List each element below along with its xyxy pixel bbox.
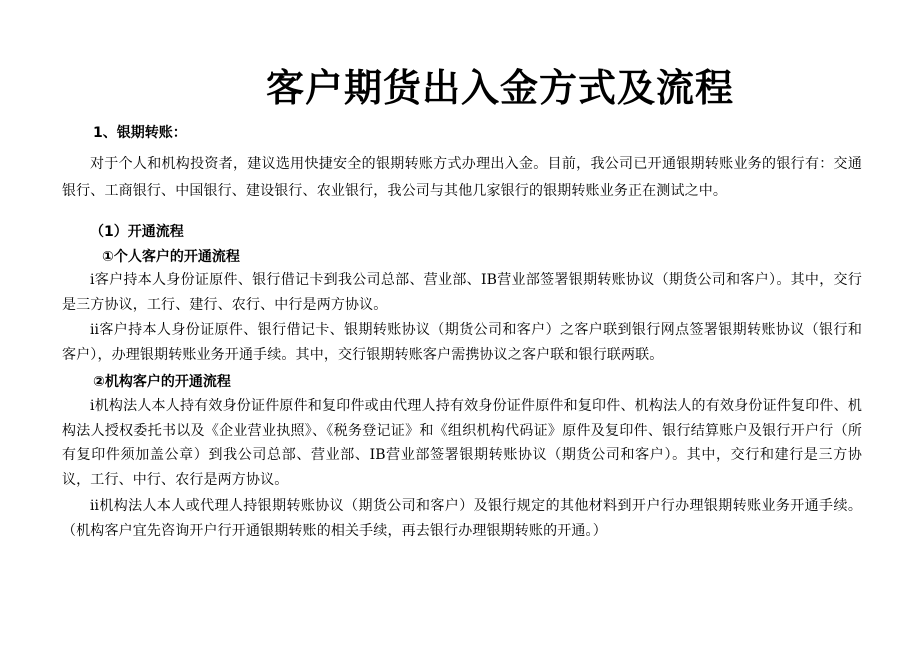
individual-client-heading: ①个人客户的开通流程: [102, 249, 240, 265]
individual-step-ii: ⅱ客户持本人身份证原件、银行借记卡、银期转账协议（期货公司和客户）之客户联到银行网点签署银期转账协议（银行和客户），办理银期转账业务开通手续。其中，交行银期转账客户需携协议之客户联和银行联两联。: [62, 322, 862, 363]
intro-paragraph: 对于个人和机构投资者，建议选用快捷安全的银期转账方式办理出入金。目前，我公司已开通银期转账业务的银行有：交通银行、工商银行、中国银行、建设银行、农业银行，我公司与其他几家银行的银期转账业务正在测试之中。: [62, 156, 862, 199]
institution-client-heading: ②机构客户的开通流程: [93, 374, 231, 390]
subsection-heading-opening-process: （1）开通流程: [90, 224, 184, 240]
page-title: 客户期货出入金方式及流程: [265, 66, 734, 110]
institution-step-i: ⅰ机构法人本人持有效身份证件原件和复印件或由代理人持有效身份证件原件和复印件、机构法人的有效身份证件复印件、机构法人授权委托书以及《企业营业执照》、《税务登记证》和《组织机构代码证》原件及复印件、银行结算账户及银行开户行（所有复印件须加盖公章）到我公司总部、营业部、IB营业部签署银期转账协议（期货公司和客户）。其中，交行和建行是三方协议，工行、中行、农行是两方协议。: [62, 398, 862, 488]
section-heading-bank-futures-transfer: 1、银期转账：: [93, 125, 187, 141]
individual-step-i: ⅰ客户持本人身份证原件、银行借记卡到我公司总部、营业部、IB营业部签署银期转账协议（期货公司和客户）。其中，交行是三方协议，工行、建行、农行、中行是两方协议。: [62, 272, 862, 313]
institution-step-ii: ⅱ机构法人本人或代理人持银期转账协议（期货公司和客户）及银行规定的其他材料到开户行办理银期转账业务开通手续。（机构客户宜先咨询开户行开通银期转账的相关手续，再去银行办理银期转账的开通。）: [62, 498, 862, 539]
